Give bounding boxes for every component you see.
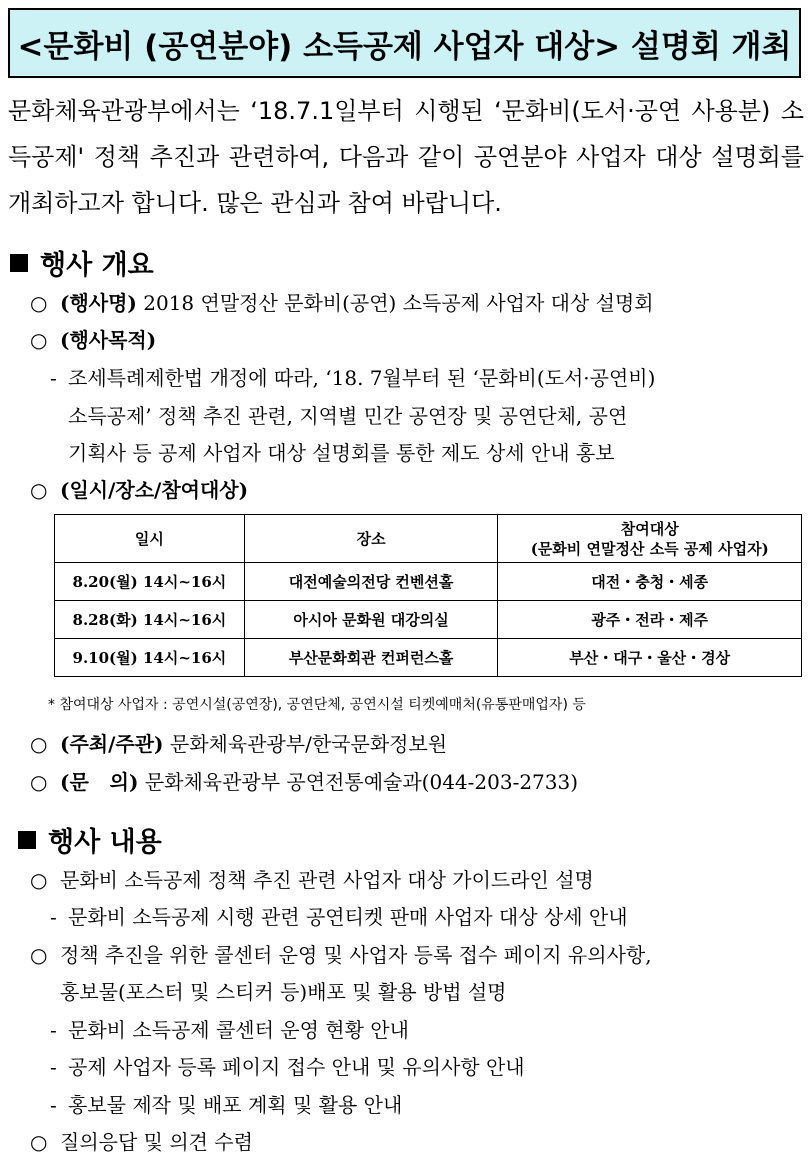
- host-line: [30, 728, 447, 757]
- contact-label: (문 의): [60, 770, 139, 794]
- intro-paragraph: 문화체육관광부에서는 ‘18.7.1일부터 시행된 ‘문화비(도서·공연 사용분) 소득공제' 정책 추진과 관련하여, 다음과 같이 공연분야 사업자 대상 설명회를 개최하고자 합니다. 많은 관심과 참여 바랍니다.: [8, 97, 804, 217]
- header-participants: [498, 515, 802, 563]
- schedule-label: (일시/장소/참여대상): [60, 478, 249, 502]
- purpose-text-line-2: 소득공제’ 정책 추진 관련, 지역별 민간 공연장 및 공연단체, 공연: [68, 404, 628, 428]
- circle-bullet-icon: ○: [30, 1130, 48, 1154]
- circle-bullet-icon: ○: [30, 770, 48, 794]
- dash-bullet: -: [50, 366, 57, 390]
- cell-datetime: 8.28(화) 14시~16시: [55, 601, 245, 639]
- header-participants-sub: (문화비 연말정산 소득 공제 사업자): [530, 539, 769, 558]
- content-item-3: [30, 1126, 253, 1155]
- content-item-2-sub-3-text: 홍보물 제작 및 배포 계획 및 활용 안내: [68, 1093, 403, 1117]
- table-row: [55, 601, 802, 639]
- dash-bullet: -: [50, 1018, 57, 1042]
- event-purpose-line: [30, 324, 156, 353]
- content-item-2-text-1: 정책 추진을 위한 콜센터 운영 및 사업자 등록 접수 페이지 유의사항,: [60, 943, 652, 967]
- section-heading-label: 행사 내용: [48, 827, 162, 858]
- square-bullet-icon: [10, 254, 28, 272]
- circle-bullet-icon: ○: [30, 328, 48, 352]
- content-item-2-sub-1-text: 문화비 소득공제 콜센터 운영 현황 안내: [68, 1018, 409, 1042]
- cell-datetime: 9.10(월) 14시~16시: [55, 639, 245, 677]
- header-datetime: 일시: [55, 515, 245, 563]
- cell-venue: 부산문화회관 컨퍼런스홀: [244, 639, 498, 677]
- section-heading-label: 행사 개요: [40, 250, 154, 281]
- content-item-1-sub-1: [50, 901, 628, 930]
- circle-bullet-icon: ○: [30, 291, 48, 315]
- cell-datetime: 8.20(월) 14시~16시: [55, 563, 245, 601]
- content-item-2-sub-2: [50, 1051, 525, 1080]
- content-item-2-sub-2-text: 공제 사업자 등록 페이지 접수 안내 및 유의사항 안내: [68, 1055, 525, 1079]
- purpose-text-line-1: [50, 362, 655, 391]
- contact-value: 문화체육관광부 공연전통예술과(044-203-2733): [144, 770, 579, 794]
- content-item-1-sub-1-text: 문화비 소득공제 시행 관련 공연티켓 판매 사업자 대상 상세 안내: [68, 905, 628, 929]
- circle-bullet-icon: ○: [30, 943, 48, 967]
- section-heading-content: [18, 820, 162, 859]
- circle-bullet-icon: ○: [30, 478, 48, 502]
- circle-bullet-icon: ○: [30, 732, 48, 756]
- content-item-2-sub-3: [50, 1089, 402, 1118]
- page-title: <문화비 (공연분야) 소득공제 사업자 대상> 설명회 개최: [8, 8, 801, 78]
- host-value: 문화체육관광부/한국문화정보원: [169, 732, 448, 756]
- section-heading-overview: [10, 243, 154, 282]
- event-name-line: [30, 287, 654, 316]
- content-item-3-text: 질의응답 및 의견 수렴: [60, 1130, 253, 1154]
- cell-venue: 아시아 문화원 대강의실: [244, 601, 498, 639]
- schedule-line: [30, 474, 248, 503]
- event-name-value: 2018 연말정산 문화비(공연) 소득공제 사업자 대상 설명회: [143, 291, 654, 315]
- event-name-label: (행사명): [60, 291, 137, 315]
- dash-bullet: -: [50, 1093, 57, 1117]
- table-header-row: [55, 515, 802, 563]
- event-purpose-label: (행사목적): [60, 328, 157, 352]
- dash-bullet: -: [50, 905, 57, 929]
- table-row: [55, 639, 802, 677]
- content-item-2-line-2: 홍보물(포스터 및 스티커 등)배포 및 활용 방법 설명: [60, 980, 507, 1004]
- cell-participants: 대전・충청・세종: [498, 563, 802, 601]
- dash-bullet: -: [50, 1055, 57, 1079]
- table-row: [55, 563, 802, 601]
- content-item-2: [30, 939, 652, 968]
- cell-participants: 광주・전라・제주: [498, 601, 802, 639]
- circle-bullet-icon: ○: [30, 868, 48, 892]
- header-participants-label: 참여대상: [620, 519, 679, 538]
- contact-line: [30, 766, 578, 795]
- content-item-1: [30, 864, 594, 893]
- content-item-1-text: 문화비 소득공제 정책 추진 관련 사업자 대상 가이드라인 설명: [60, 868, 594, 892]
- header-venue: 장소: [244, 515, 498, 563]
- cell-venue: 대전예술의전당 컨벤션홀: [244, 563, 498, 601]
- cell-participants: 부산・대구・울산・경상: [498, 639, 802, 677]
- schedule-table: [54, 514, 802, 677]
- content-item-2-sub-1: [50, 1014, 409, 1043]
- purpose-text-line-3: 기획사 등 공제 사업자 대상 설명회를 통한 제도 상세 안내 홍보: [68, 441, 615, 465]
- purpose-text-1: 조세특례제한법 개정에 따라, ‘18. 7월부터 된 ‘문화비(도서·공연비): [68, 366, 656, 390]
- host-label: (주최/주관): [60, 732, 164, 756]
- participants-note: * 참여대상 사업자 : 공연시설(공연장), 공연단체, 공연시설 티켓예매처(유통판매업자) 등: [48, 697, 586, 713]
- square-bullet-icon: [18, 831, 36, 849]
